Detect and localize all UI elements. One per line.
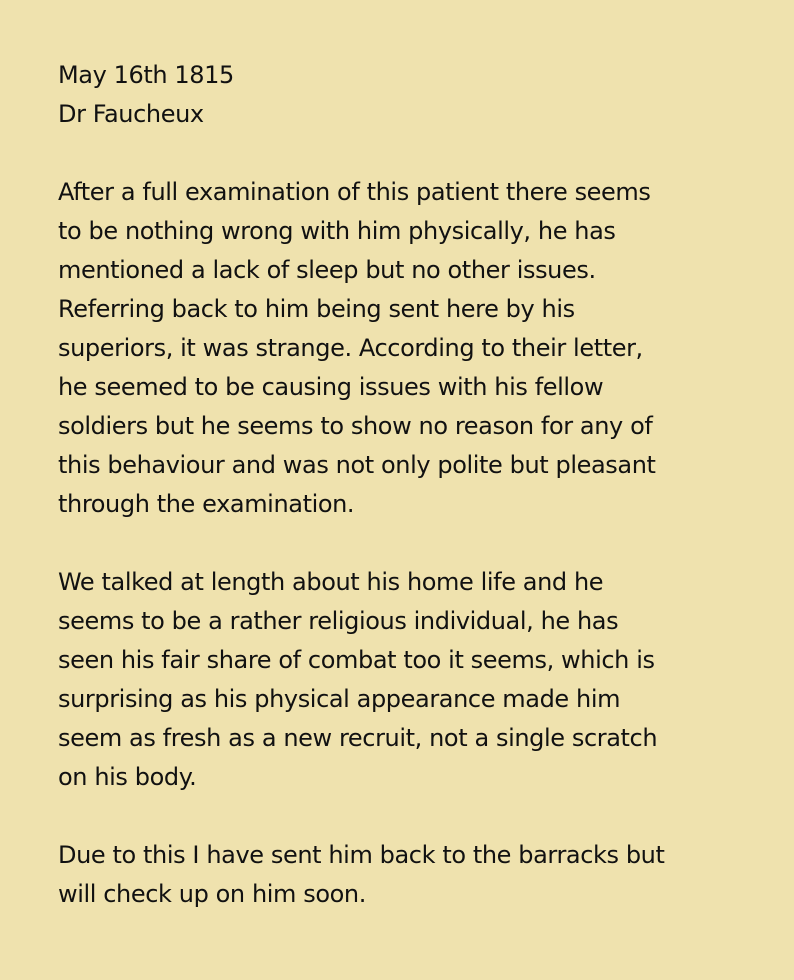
text-line: will check up on him soon. bbox=[58, 880, 366, 908]
paragraph-conclusion bbox=[58, 836, 748, 914]
text-line: seems to be a rather religious individual, he has bbox=[58, 607, 619, 635]
note-body bbox=[58, 56, 748, 914]
text-line: seen his fair share of combat too it seems, which is bbox=[58, 646, 655, 674]
text-line: he seemed to be causing issues with his fellow bbox=[58, 373, 604, 401]
note-author: Dr Faucheux bbox=[58, 100, 204, 128]
text-line: on his body. bbox=[58, 763, 197, 791]
text-line: We talked at length about his home life and he bbox=[58, 568, 604, 596]
text-line: seem as fresh as a new recruit, not a single scratch bbox=[58, 724, 658, 752]
text-line: this behaviour and was not only polite but pleasant bbox=[58, 451, 656, 479]
text-line: Due to this I have sent him back to the barracks but bbox=[58, 841, 665, 869]
paragraph-examination bbox=[58, 173, 748, 524]
paragraph-home-life bbox=[58, 563, 748, 797]
text-line: surprising as his physical appearance made him bbox=[58, 685, 621, 713]
text-line: mentioned a lack of sleep but no other issues. bbox=[58, 256, 596, 284]
text-line: superiors, it was strange. According to their letter, bbox=[58, 334, 643, 362]
text-line: After a full examination of this patient there seems bbox=[58, 178, 651, 206]
note-header bbox=[58, 56, 748, 134]
text-line: soldiers but he seems to show no reason for any of bbox=[58, 412, 653, 440]
text-line: Referring back to him being sent here by his bbox=[58, 295, 575, 323]
note-date: May 16th 1815 bbox=[58, 61, 234, 89]
text-line: through the examination. bbox=[58, 490, 355, 518]
text-line: to be nothing wrong with him physically, he has bbox=[58, 217, 616, 245]
